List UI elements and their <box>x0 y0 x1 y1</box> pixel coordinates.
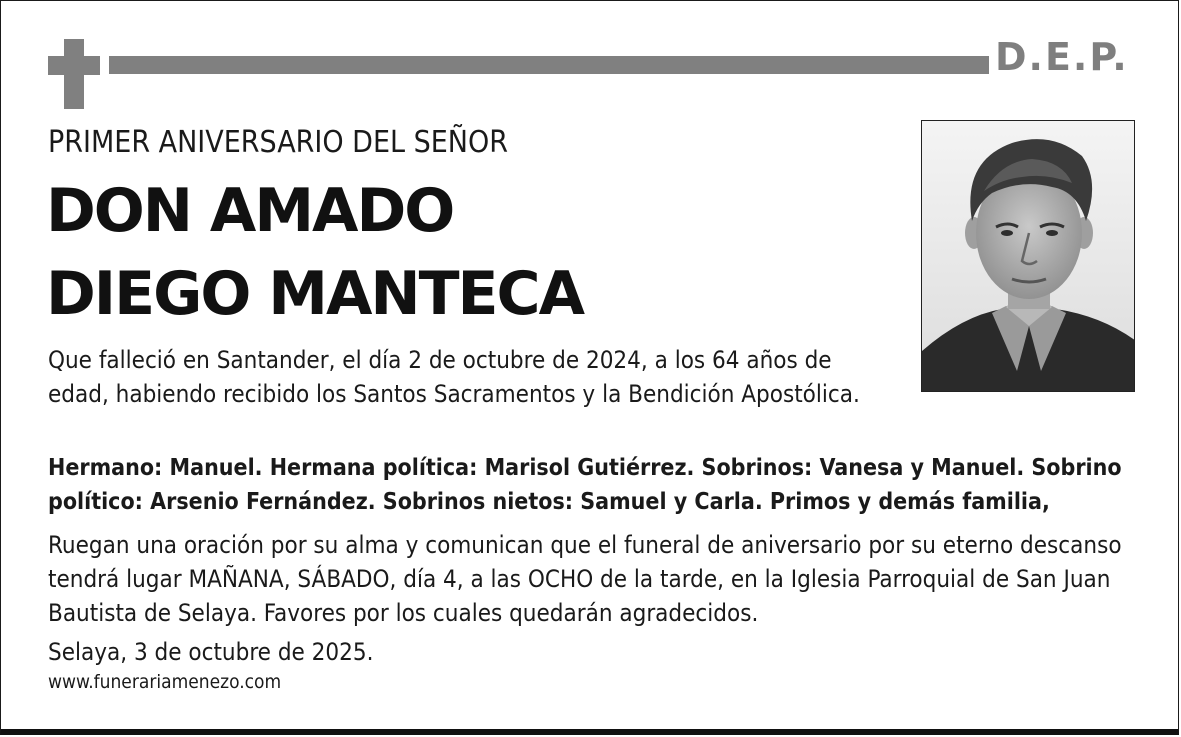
place-date: Selaya, 3 de octubre de 2025. <box>48 638 374 666</box>
family-list: Hermano: Manuel. Hermana política: Marisol Gutiérrez. Sobrinos: Vanesa y Manuel. Sobrino político: Arsenio Fernández. Sobrinos nietos: Samuel y Carla. Primos y demás familia, <box>48 455 1122 515</box>
header-rule <box>109 56 989 74</box>
cross-icon-bar <box>48 56 100 75</box>
funeral-home-website: www.funerariamenezo.com <box>48 671 282 693</box>
portrait-image <box>922 121 1135 392</box>
funeral-request: Ruegan una oración por su alma y comunican que el funeral de aniversario por su eterno descanso tendrá lugar MAÑANA, SÁBADO, día 4, a las OCHO de la tarde, en la Iglesia Parroquial de San Juan Bautista de Selaya. Favores por los cuales quedarán agradecidos. <box>48 531 1122 627</box>
anniversary-subtitle: PRIMER ANIVERSARIO DEL SEÑOR <box>48 125 508 160</box>
death-details: Que falleció en Santander, el día 2 de octubre de 2024, a los 64 años de edad, habiendo recibido los Santos Sacramentos y la Bendición Apostólica. <box>48 346 860 408</box>
deceased-name-line2: DIEGO MANTECA <box>46 259 583 329</box>
dep-label: D.E.P. <box>995 35 1129 79</box>
deceased-name-line1: DON AMADO <box>46 176 454 246</box>
deceased-photo <box>921 120 1135 392</box>
